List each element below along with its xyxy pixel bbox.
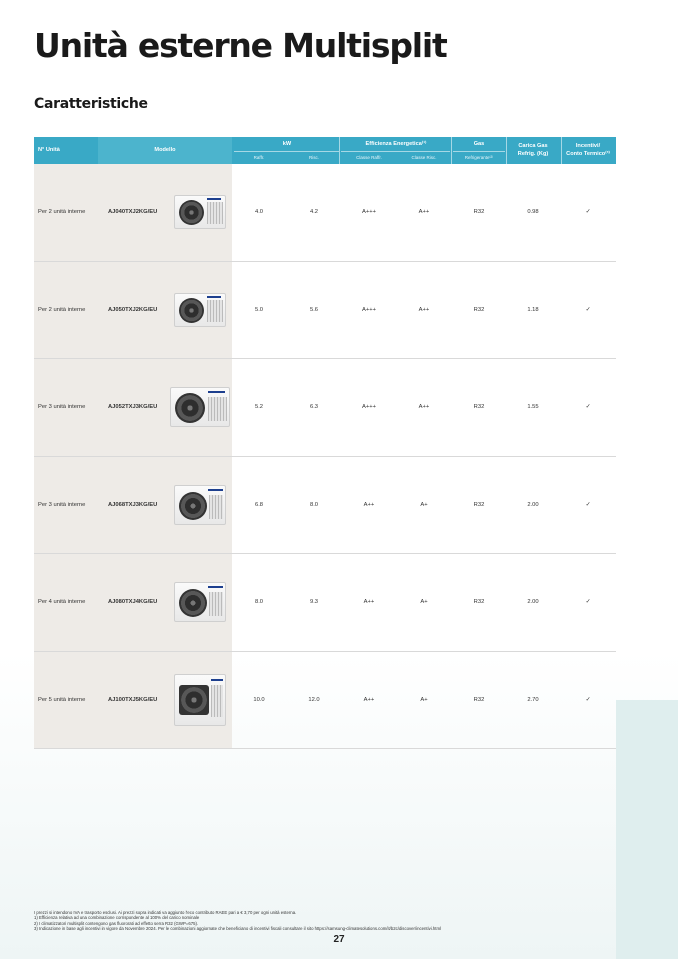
header-divider [339, 137, 340, 164]
table-row [34, 359, 616, 457]
fan-icon [179, 492, 207, 520]
cool-kw-cell: 10.0 [253, 696, 265, 703]
fan-icon [179, 298, 204, 323]
class-heat-cell: A+ [420, 599, 428, 606]
fan-icon [179, 200, 204, 225]
header-charge-line2: Refrig. (Kg) [517, 151, 549, 157]
fan-icon [175, 393, 205, 423]
table-row [34, 457, 616, 555]
spec-table [34, 137, 616, 749]
header-gas: Gas [473, 141, 485, 147]
units-cell: Per 2 unità interne [38, 306, 86, 313]
class-cool-cell: A+++ [361, 306, 377, 313]
brand-logo [208, 489, 223, 491]
heat-kw-cell: 9.3 [309, 599, 319, 606]
table-row [34, 652, 616, 750]
heat-kw-cell: 4.2 [309, 209, 319, 216]
cool-kw-cell: 4.0 [254, 209, 264, 216]
fan-icon [179, 589, 207, 617]
outdoor-unit-image [174, 485, 226, 525]
heat-kw-cell: 5.6 [309, 306, 319, 313]
heat-kw-cell: 12.0 [308, 696, 320, 703]
grille-icon [209, 592, 223, 616]
class-cool-cell: A++ [363, 599, 375, 606]
model-cell: AJ040TXJ2KG/EU [108, 209, 158, 216]
cool-kw-cell: 6.8 [254, 501, 264, 508]
header-separator [234, 151, 339, 152]
footnote-1: 1) Efficienza relativa ad una combinazione corrispondente al 100% del carico nominale [34, 915, 200, 921]
grille-icon [211, 685, 223, 717]
model-cell: AJ080TXJ4KG/EU [108, 599, 158, 606]
model-cell: AJ068TXJ3KG/EU [108, 501, 158, 508]
table-header [34, 137, 616, 164]
class-cool-cell: A+++ [361, 209, 377, 216]
outdoor-unit-image [174, 293, 226, 327]
fan-icon [179, 685, 209, 715]
check-icon: ✓ [585, 599, 591, 606]
class-heat-cell: A+ [420, 696, 428, 703]
header-kw-cool: Raffr. [253, 155, 265, 160]
header-kw-heat: Risc. [309, 155, 319, 160]
charge-cell: 2.70 [527, 696, 539, 703]
charge-cell: 1.18 [527, 306, 539, 313]
section-title: Caratteristiche [34, 96, 148, 112]
units-cell: Per 5 unità interne [38, 696, 86, 703]
gas-cell: R32 [473, 404, 485, 411]
header-charge-line1: Carica Gas [518, 143, 548, 149]
header-model: Modello [154, 147, 176, 153]
outdoor-unit-image [174, 582, 226, 622]
header-units: N° Unità [38, 147, 60, 153]
units-cell: Per 3 unità interne [38, 501, 86, 508]
header-eff-cool: Classe Raffr. [356, 155, 382, 160]
footnotes [34, 910, 634, 932]
model-cell: AJ052TXJ3KG/EU [108, 404, 158, 411]
heat-kw-cell: 6.3 [309, 404, 319, 411]
class-cool-cell: A++ [363, 696, 375, 703]
grille-icon [207, 300, 223, 322]
grille-icon [208, 397, 227, 421]
charge-cell: 2.00 [527, 599, 539, 606]
header-efficiency: Efficienza Energetica⁽¹⁾ [365, 141, 427, 147]
footnote-prices: I prezzi si intendono IVA e trasporto esclusi. Ai prezzi sopra indicati va aggiunto l'eco contributo RAEE pari a € 3,70 per ogni unità esterna. [34, 910, 297, 915]
class-heat-cell: A++ [418, 209, 430, 216]
gas-cell: R32 [473, 696, 485, 703]
charge-cell: 2.00 [527, 501, 539, 508]
gas-cell: R32 [473, 209, 485, 216]
header-incentive-line2: Conto Termico⁽³⁾ [566, 151, 610, 157]
brand-logo [208, 586, 223, 588]
check-icon: ✓ [585, 209, 591, 216]
grille-icon [207, 202, 223, 224]
class-cool-cell: A++ [363, 501, 375, 508]
brand-logo [208, 391, 225, 393]
footnote-3: 3) Indicazione in base agli incentivi in vigore da Novembre 2024. Per le combinazioni aggiornate che beneficiano di incentivi fiscali consultare il sito https://samsung-climatesolutions.com/it/b2c/discover/incentivi.html [34, 926, 441, 932]
outdoor-unit-image [170, 387, 230, 427]
gas-cell: R32 [473, 599, 485, 606]
class-heat-cell: A++ [418, 404, 430, 411]
check-icon: ✓ [585, 306, 591, 313]
footnote-2: 2) I climatizzatori multisplit contengono gas fluororati ad effetto serra R32 (GWP=675). [34, 920, 199, 926]
brand-logo [211, 679, 223, 681]
outdoor-unit-image [174, 674, 226, 726]
header-divider [506, 137, 507, 164]
header-incentive-line1: Incentivi/ [575, 143, 601, 149]
units-cell: Per 4 unità interne [38, 599, 86, 606]
header-separator [453, 151, 505, 152]
class-heat-cell: A+ [420, 501, 428, 508]
table-row [34, 262, 616, 360]
page-title: Unità esterne Multisplit [34, 26, 447, 65]
header-eff-heat: Classe Risc. [411, 155, 437, 160]
table-row [34, 554, 616, 652]
outdoor-unit-image [174, 195, 226, 229]
check-icon: ✓ [585, 404, 591, 411]
header-kw: kW [282, 141, 292, 147]
model-cell: AJ050TXJ2KG/EU [108, 306, 158, 313]
brand-logo [207, 296, 221, 298]
grille-icon [209, 495, 223, 519]
header-divider [451, 137, 452, 164]
gas-cell: R32 [473, 306, 485, 313]
page-number: 27 [333, 934, 345, 945]
units-cell: Per 3 unità interne [38, 404, 86, 411]
cool-kw-cell: 8.0 [254, 599, 264, 606]
header-gas-sub: Refrigerante⁽²⁾ [464, 155, 494, 160]
header-separator [341, 151, 450, 152]
charge-cell: 1.55 [527, 404, 539, 411]
header-divider [561, 137, 562, 164]
gas-cell: R32 [473, 501, 485, 508]
class-heat-cell: A++ [418, 306, 430, 313]
model-cell: AJ100TXJ5KG/EU [108, 696, 158, 703]
cool-kw-cell: 5.0 [254, 306, 264, 313]
brand-logo [207, 198, 221, 200]
heat-kw-cell: 8.0 [309, 501, 319, 508]
check-icon: ✓ [585, 696, 591, 703]
charge-cell: 0.98 [527, 209, 539, 216]
class-cool-cell: A+++ [361, 404, 377, 411]
cool-kw-cell: 5.2 [254, 404, 264, 411]
table-row [34, 164, 616, 262]
check-icon: ✓ [585, 501, 591, 508]
units-cell: Per 2 unità interne [38, 209, 86, 216]
